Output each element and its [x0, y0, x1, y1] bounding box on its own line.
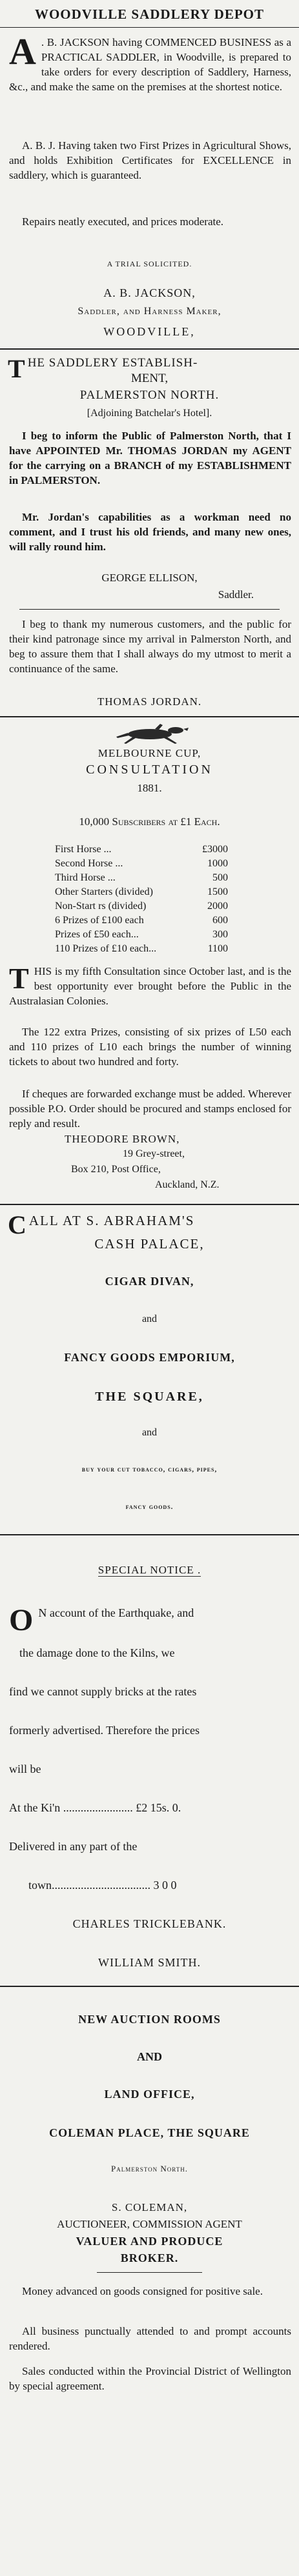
- prize-row: Other Starters (divided) 1500: [55, 886, 228, 897]
- drop-cap: T: [9, 962, 29, 995]
- woodville-para-2: A. B. J. Having taken two First Prizes in Agricultural Shows, and holds Exhibition Certificates for EXCELLENCE in saddlery, which is guaranteed.: [9, 139, 291, 181]
- horse-illustration: [0, 721, 299, 744]
- abraham-heading: [0, 1210, 299, 1239]
- special-town: town.................................. 3 0 0: [28, 1879, 177, 1892]
- divider: [0, 27, 299, 28]
- special-line-5: will be: [9, 1762, 41, 1775]
- divider: [0, 1534, 299, 1535]
- auction-line-2: AND: [137, 2050, 162, 2063]
- cup-year: 1881.: [137, 782, 162, 794]
- divider: [0, 716, 299, 717]
- horse-icon: [0, 721, 299, 744]
- auction-line-7: AUCTIONEER, COMMISSION AGENT: [57, 2218, 242, 2230]
- auction-line-3: LAND OFFICE,: [104, 2088, 195, 2101]
- auction-para-2: All business punctually attended to and prompt accounts rendered.: [9, 2325, 291, 2352]
- cup-para-1: HIS is my fifth Consultation since October last, and is the best opportunity ever brought before the Public in the Australasian Colonies.: [9, 965, 291, 1007]
- prize-row: Prizes of £50 each... 300: [55, 929, 228, 940]
- saddlery-subheading: [Adjoining Batchelar's Hotel].: [87, 408, 212, 419]
- drop-cap: T: [8, 354, 25, 383]
- divider: [19, 609, 280, 610]
- divider: [0, 1204, 299, 1205]
- abraham-line-6: buy your cut tobacco, cigars, pipes,: [81, 1466, 218, 1473]
- special-line-4: formerly advertised. Therefore the prices: [9, 1724, 200, 1737]
- cup-body: [0, 964, 299, 1008]
- cup-para-3: If cheques are forwarded exchange must be added. Wherever possible P.O. Order should be procured and stamps enclosed for reply and result.: [9, 1088, 291, 1130]
- woodville-town: WOODVILLE,: [103, 325, 196, 338]
- special-heading: [0, 1564, 299, 1577]
- prize-row: 6 Prizes of £100 each 600: [55, 915, 228, 926]
- woodville-trade: Saddler, and Harness Maker,: [77, 306, 222, 317]
- drop-cap: A: [9, 30, 36, 72]
- auction-line-9: BROKER.: [120, 2252, 179, 2264]
- abraham-line-3: CIGAR DIVAN,: [105, 1275, 194, 1288]
- drop-cap: C: [8, 1210, 28, 1239]
- saddlery-heading-line-1: HE SADDLERY ESTABLISH-: [27, 356, 198, 370]
- saddlery-signature-trade: Saddler.: [218, 588, 254, 601]
- saddlery-signature-name: GEORGE ELLISON,: [101, 572, 198, 584]
- cup-consultation: CONSULTATION: [86, 763, 213, 777]
- special-delivered: Delivered in any part of the: [9, 1840, 138, 1853]
- abraham-line-5: THE SQUARE,: [95, 1390, 204, 1404]
- abraham-and-1: and: [141, 1313, 158, 1324]
- woodville-name: A. B. JACKSON,: [103, 286, 196, 299]
- prize-row: Non-Start rs (divided) 2000: [55, 901, 228, 912]
- saddlery-para-3: I beg to thank my numerous customers, and the public for their kind patronage since my arrival in Palmerston North, and beg to assure them that I shall always do my utmost to merit a continuance of the same.: [9, 618, 291, 675]
- abraham-line-7: fancy goods.: [125, 1503, 174, 1511]
- woodville-para-1: . B. JACKSON having COMMENCED BUSINESS as a PRACTICAL SADDLER, in Woodville, is prepared to take orders for every description of Saddlery, Harness, &c., and make the same on the premises at the shortest notice.: [9, 36, 291, 93]
- cup-para-2: The 122 extra Prizes, consisting of six prizes of L50 each and 110 prizes of L10 each brings the number of winning tickets to about two hundred and forty.: [9, 1026, 291, 1068]
- cup-address-3: Auckland, N.Z.: [155, 1179, 220, 1190]
- woodville-para-3: Repairs neatly executed, and prices moderate.: [22, 215, 224, 228]
- saddlery-signature-2: THOMAS JORDAN.: [97, 695, 202, 708]
- woodville-body: [0, 30, 299, 94]
- special-body: [0, 1603, 299, 1637]
- auction-line-4: COLEMAN PLACE, THE SQUARE: [49, 2126, 250, 2139]
- auction-line-1: NEW AUCTION ROOMS: [78, 2013, 221, 2026]
- special-at-kiln: At the Ki'n ........................ £2 15s. 0.: [9, 1801, 181, 1814]
- cup-address-1: 19 Grey-street,: [123, 1148, 185, 1159]
- special-signature-2: WILLIAM SMITH.: [98, 1956, 201, 1969]
- special-line-3: find we cannot supply bricks at the rates: [9, 1685, 197, 1698]
- saddlery-para-1: I beg to inform the Public of Palmerston North, that I have APPOINTED Mr. THOMAS JORDAN my AGENT for the carrying on a BRANCH of my ESTABLISHMENT in PALMERSTON.: [9, 430, 291, 486]
- saddlery-heading-line-3: PALMERSTON NORTH.: [79, 388, 220, 402]
- cup-subscribers: 10,000 Subscribers at £1 Each.: [79, 815, 220, 828]
- abraham-line-2: CASH PALACE,: [94, 1236, 205, 1252]
- cup-title: MELBOURNE CUP,: [98, 747, 201, 759]
- drop-cap: O: [9, 1603, 34, 1637]
- abraham-line-4: FANCY GOODS EMPORIUM,: [64, 1351, 235, 1364]
- prize-row: 110 Prizes of £10 each... 1100: [55, 943, 228, 954]
- special-line-1: N account of the Earthquake, and: [38, 1606, 194, 1619]
- prize-row: Third Horse ... 500: [55, 872, 228, 883]
- auction-line-8: VALUER AND PRODUCE: [76, 2235, 223, 2248]
- saddlery-heading-line-2: MENT,: [130, 372, 169, 385]
- divider: [0, 1986, 299, 1987]
- prize-row: Second Horse ... 1000: [55, 858, 228, 869]
- cup-address-2: Box 210, Post Office,: [71, 1164, 161, 1175]
- divider: [97, 2272, 202, 2273]
- special-signature-1: CHARLES TRICKLEBANK.: [72, 1917, 227, 1930]
- abraham-and-2: and: [141, 1427, 158, 1438]
- special-line-2: the damage done to the Kilns, we: [19, 1646, 175, 1659]
- auction-para-3: Sales conducted within the Provincial District of Wellington by special agreement.: [9, 2365, 291, 2392]
- woodville-heading: WOODVILLE SADDLERY DEPOT: [34, 6, 265, 22]
- auction-para-1: Money advanced on goods consigned for positive sale.: [22, 2285, 263, 2297]
- special-heading-text: SPECIAL NOTICE .: [98, 1564, 201, 1576]
- divider: [0, 348, 299, 350]
- prize-row: First Horse ... £3000: [55, 844, 228, 855]
- trial-solicited: A TRIAL SOLICITED.: [107, 259, 192, 268]
- cup-name: THEODORE BROWN,: [65, 1133, 180, 1145]
- prize-table: [0, 843, 299, 956]
- abraham-line-1: ALL AT S. ABRAHAM'S: [28, 1213, 195, 1228]
- auction-line-6: S. COLEMAN,: [111, 2201, 188, 2213]
- auction-line-5: Palmerston North.: [111, 2164, 188, 2173]
- saddlery-para-2: Mr. Jordan's capabilities as a workman need no comment, and I trust his old friends, and many new ones, will rally round him.: [9, 511, 291, 553]
